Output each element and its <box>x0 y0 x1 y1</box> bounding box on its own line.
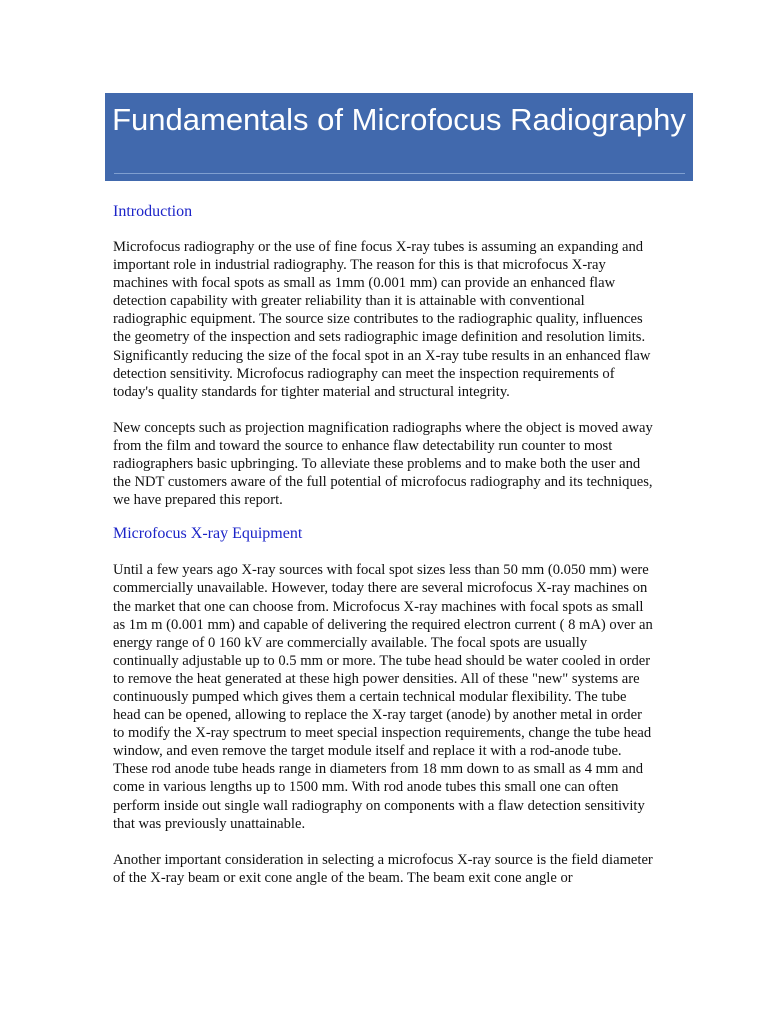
title-banner <box>105 93 693 181</box>
paragraph-equipment-1: Until a few years ago X-ray sources with focal spot sizes less than 50 mm (0.050 mm) were commercially unavailable. However, today there are several microfocus X-ray machines on the market that one can choose from. Microfocus X-ray machines with focal spots as small as 1m m (0.001 mm) and capable of delivering the required electron current ( 8 mA) over an energy range of 0 160 kV are commercially available. The focal spots are usually continually adjustable up to 0.5 mm or more. The tube head should be water cooled in order to remove the heat generated at these high power densities. All of these "new" systems are continuously pumped which gives them a certain technical modular flexibility. The tube head can be opened, allowing to replace the X-ray target (anode) by another metal in order to modify the X-ray spectrum to meet special inspection requirements, change the tube head window, and even remove the target module itself and replace it with a rod-anode tube. These rod anode tube heads range in diameters from 18 mm down to as small as 4 mm and come in various lengths up to 1500 mm. With rod anode tubes this small one can often perform inside out single wall radiography on components with a flaw detection sensitivity that was previously unattainable. <box>113 562 653 832</box>
section-heading-introduction: Introduction <box>113 203 193 220</box>
banner-underline <box>114 173 685 174</box>
document-body <box>113 202 653 887</box>
paragraph-intro-1: Microfocus radiography or the use of fine focus X-ray tubes is assuming an expanding and important role in industrial radiography. The reason for this is that microfocus X-ray machines with focal spots as small as 1mm (0.001 mm) can provide an enhanced flaw detection capability with greater reliability than it is attainable with conventional radiographic equipment. The source size contributes to the radiographic quality, influences the geometry of the inspection and sets radiographic image definition and resolution limits. Significantly reducing the size of the focal spot in an X-ray tube results in an enhanced flaw detection sensitivity. Microfocus radiography can meet the inspection requirements of today's quality standards for tighter material and structural integrity. <box>113 239 651 400</box>
paragraph-equipment-2: Another important consideration in selecting a microfocus X-ray source is the field diameter of the X-ray beam or exit cone angle of the beam. The beam exit cone angle or <box>113 851 653 886</box>
document-title: Fundamentals of Microfocus Radiography <box>112 102 686 137</box>
section-heading-equipment: Microfocus X-ray Equipment <box>113 525 303 543</box>
paragraph-intro-2: New concepts such as projection magnification radiographs where the object is moved away from the film and toward the source to enhance flaw detectability run counter to most radiographers basic upbringing. To alleviate these problems and to make both the user and the NDT customers aware of the full potential of microfocus radiography and its techniques, we have prepared this report. <box>113 419 653 509</box>
